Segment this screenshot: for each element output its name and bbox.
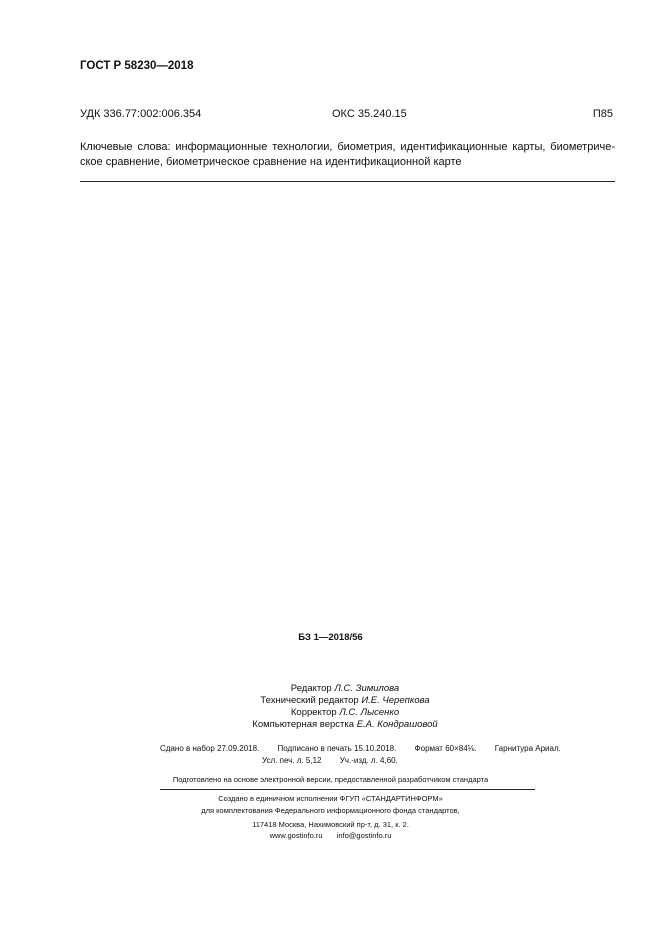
format: Формат 60×84⅛. [414,744,477,753]
email-link[interactable]: info@gostinfo.ru [336,831,392,840]
corrector-name: Л.С. Лысенко [339,707,400,718]
layout-label: Компьютерная верстка [252,719,355,730]
website-link[interactable]: www.gostinfo.ru [269,831,323,840]
bz-number: БЗ 1—2018/56 [298,632,363,643]
print-details-row-1 [160,744,561,753]
top-divider [80,181,615,182]
keywords-paragraph [80,140,615,170]
oks-code: ОКС 35.240.15 [332,108,407,120]
tech-editor-line [180,695,510,707]
editor-line [180,683,510,695]
layout-line [180,719,510,731]
print-sheets: Усл. печ. л. 5,12 [262,756,322,765]
created-by: Создано в единичном исполнении ФГУП «СТАНДАРТИНФОРМ» [218,794,443,803]
layout-name: Е.А. Кондрашовой [356,719,438,730]
publisher-sheets: Уч.-изд. л. 4,60. [339,756,398,765]
bottom-divider [160,789,535,790]
typeface: Гарнитура Ариал. [494,744,561,753]
tech-editor-label: Технический редактор [260,695,359,706]
keywords-line-1: Ключевые слова: информационные технологии, биометрия, идентификационные карты, биометриче- [80,141,615,153]
okp-code: П85 [592,108,613,120]
address: 117418 Москва, Нахимовский пр-т, д. 31, к. 2. [252,820,409,829]
udk-code: УДК 336.77:002:006.354 [80,108,202,120]
editor-label: Редактор [290,683,332,694]
keywords-line-2: ское сравнение, биометрическое сравнение на идентификационной карте [80,156,462,168]
tech-editor-name: И.Е. Черепкова [361,695,430,706]
for-fund: для комплектования Федерального информационного фонда стандартов, [201,806,460,815]
corrector-label: Корректор [290,707,337,718]
contacts-line [0,831,661,840]
editor-name: Л.С. Зимилова [334,683,400,694]
prepared-note: Подготовлено на основе электронной версии, предоставленной разработчиком стандарта [172,775,489,784]
sent-to-set: Сдано в набор 27.09.2018. [160,744,260,753]
print-details-row-2 [262,756,398,765]
corrector-line [180,707,510,719]
signed-to-print: Подписано в печать 15.10.2018. [277,744,397,753]
standard-number: ГОСТ Р 58230—2018 [80,60,194,72]
